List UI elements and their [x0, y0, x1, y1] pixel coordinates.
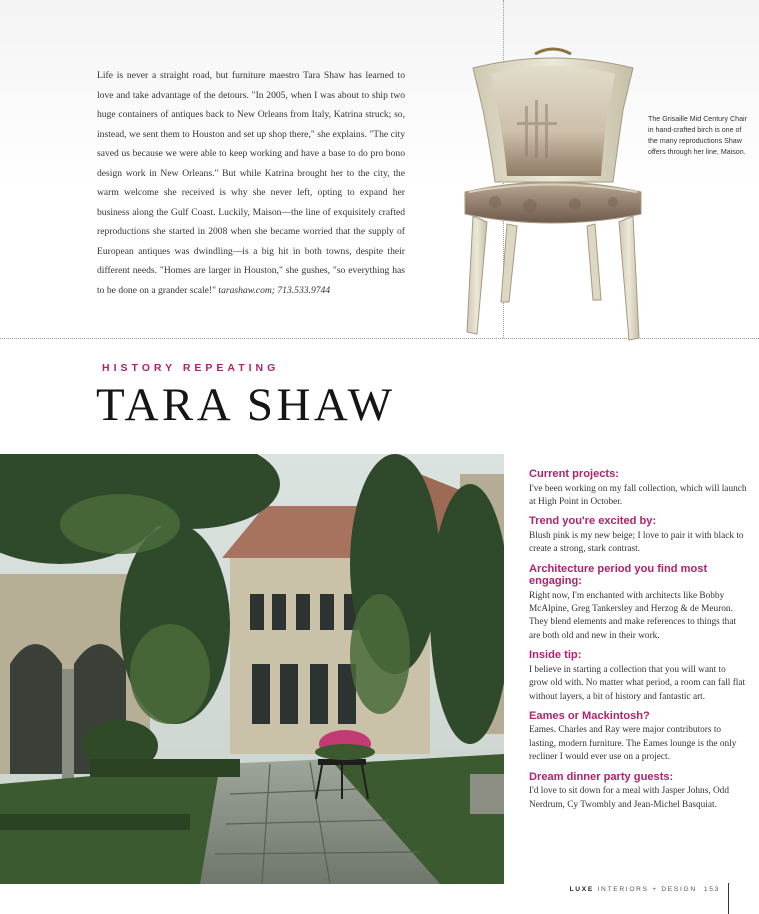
- qa-answer: Eames. Charles and Ray were major contributors to lasting, modern furniture. The Eames lounge is the only recliner I would ever use on a project.: [529, 725, 737, 763]
- intro-text: Life is never a straight road, but furniture maestro Tara Shaw has learned to love and take advantage of the detours. "In 2005, when I was about to ship two huge containers of antiques back to New Orleans from Italy, Katrina struck; so, instead, we sent them to Houston and set up shop there," she explains. "The city saved us because we were able to keep working and have a base to do pro bono design work in New Orleans." But while Katrina brought her to the city, the warm welcome she received is why she never left, opting to expand her business along the Gulf Coast. Luckily, Maison—the line of exquisitely crafted reproductions she started in 2008 when she became worried that the supply of European antiques was dwindling—is a big hit in both towns, despite their different needs. "Homes are larger in Houston," she gushes, "so everything has to be done on a grander scale!": [97, 70, 405, 296]
- page-number: 153: [703, 886, 720, 893]
- qa-list: [529, 468, 747, 818]
- qa-question: Trend you're excited by:: [529, 515, 657, 528]
- courtyard-photo: [0, 454, 504, 884]
- chair-caption: The Grisaille Mid Century Chair in hand-crafted birch is one of the many reproductions Shaw offers through her line, Maison.: [648, 115, 747, 156]
- qa-question: Current projects:: [529, 468, 619, 480]
- qa-item: [529, 563, 747, 644]
- page-footer: [560, 886, 720, 893]
- qa-question: Dream dinner party guests:: [529, 770, 674, 783]
- qa-item: [529, 468, 747, 509]
- footer-brand: LUXE: [569, 886, 594, 893]
- page-title: TARA SHAW: [96, 379, 396, 431]
- footer-magazine: INTERIORS + DESIGN: [597, 886, 697, 893]
- intro-paragraph: [97, 66, 405, 300]
- qa-item: [529, 771, 747, 812]
- section-kicker: HISTORY REPEATING: [102, 362, 280, 374]
- chair-photo: [455, 42, 650, 347]
- qa-answer: I've been working on my fall collection, which will launch at High Point in October.: [529, 483, 747, 507]
- footer-rule: [728, 883, 729, 914]
- qa-answer: I believe in starting a collection that you will want to grow old with. No matter what period, a room can fall flat without layers, a bit of history and fantastic art.: [529, 664, 746, 702]
- qa-item: [529, 649, 747, 704]
- qa-question: Eames or Mackintosh?: [529, 709, 650, 722]
- qa-question: Inside tip:: [529, 649, 582, 662]
- qa-item: [529, 515, 747, 556]
- intro-credit: tarashaw.com; 713.533.9744: [218, 284, 331, 296]
- qa-answer: Blush pink is my new beige; I love to pair it with black to create a strong, stark contrast.: [529, 530, 744, 555]
- qa-answer: Right now, I'm enchanted with architects like Bobby McAlpine, Greg Tankersley and Herzog & de Meuron. They blend elements and make references to things that are both old and new in their work.: [529, 590, 737, 641]
- qa-question: Architecture period you find most engaging:: [529, 562, 708, 588]
- qa-answer: I'd love to sit down for a meal with Jasper Johns, Odd Nerdrum, Cy Twombly and Jean-Michel Basquiat.: [529, 786, 729, 810]
- qa-item: [529, 710, 747, 765]
